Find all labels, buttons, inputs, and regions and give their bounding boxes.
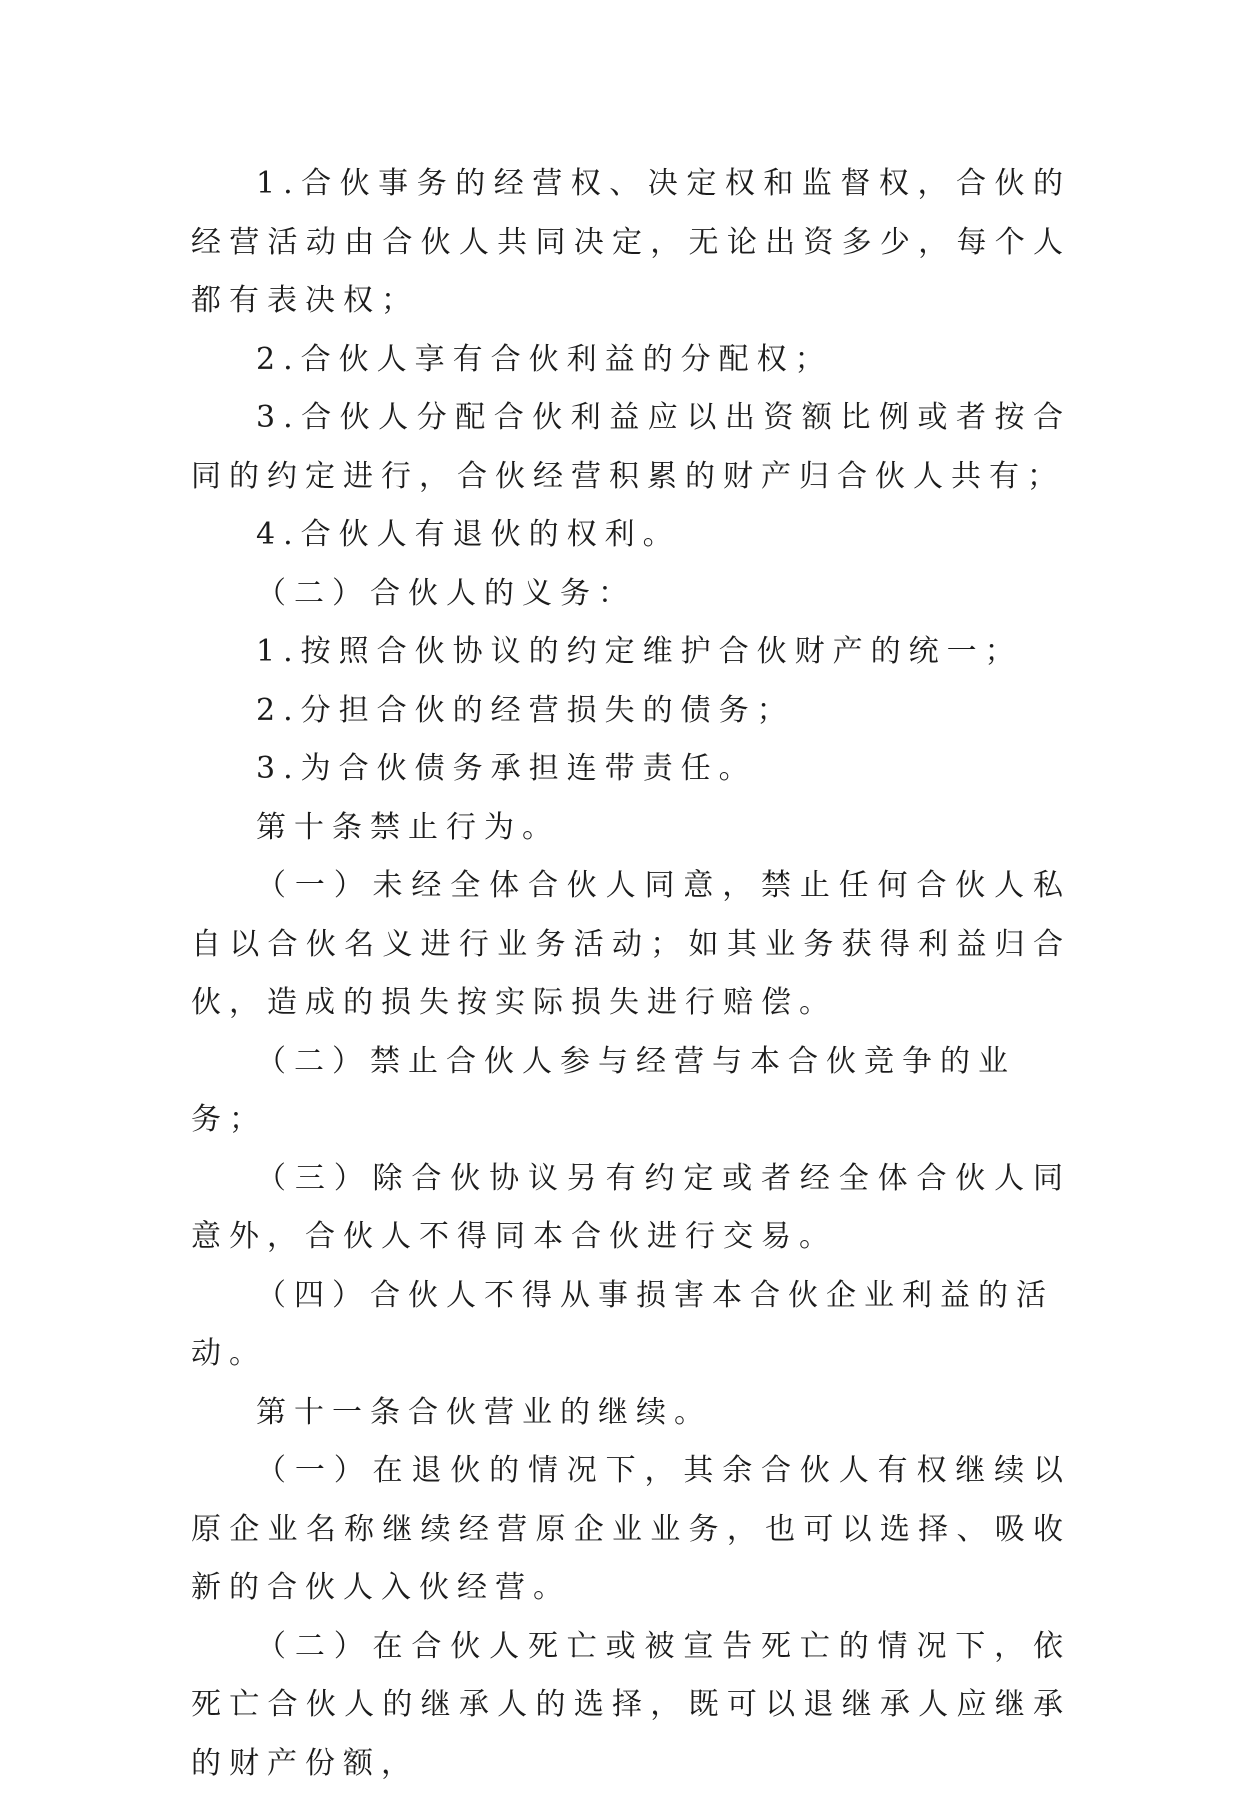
paragraph-partner-rights-4: 4.合伙人有退伙的权利。 xyxy=(191,506,1071,565)
paragraph-obligation-2: 2.分担合伙的经营损失的债务； xyxy=(191,682,1071,741)
paragraph-prohibition-1: （一）未经全体合伙人同意，禁止任何合伙人私自以合伙名义进行业务活动；如其业务获得利益归合伙，造成的损失按实际损失进行赔偿。 xyxy=(191,857,1071,1033)
paragraph-obligation-3: 3.为合伙债务承担连带责任。 xyxy=(191,740,1071,799)
paragraph-prohibition-2: （二）禁止合伙人参与经营与本合伙竞争的业务； xyxy=(191,1033,1071,1150)
document-body xyxy=(191,155,1071,1793)
article-heading-11: 第十一条合伙营业的继续。 xyxy=(191,1384,1071,1443)
paragraph-prohibition-4: （四）合伙人不得从事损害本合伙企业利益的活动。 xyxy=(191,1267,1071,1384)
paragraph-continuation-2: （二）在合伙人死亡或被宣告死亡的情况下，依死亡合伙人的继承人的选择，既可以退继承人应继承的财产份额， xyxy=(191,1618,1071,1793)
paragraph-continuation-1: （一）在退伙的情况下，其余合伙人有权继续以原企业名称继续经营原企业业务，也可以选择、吸收新的合伙人入伙经营。 xyxy=(191,1442,1071,1618)
paragraph-partner-rights-1: 1.合伙事务的经营权、决定权和监督权，合伙的经营活动由合伙人共同决定，无论出资多少，每个人都有表决权； xyxy=(191,155,1071,331)
paragraph-prohibition-3: （三）除合伙协议另有约定或者经全体合伙人同意外，合伙人不得同本合伙进行交易。 xyxy=(191,1150,1071,1267)
paragraph-partner-rights-3: 3.合伙人分配合伙利益应以出资额比例或者按合同的约定进行，合伙经营积累的财产归合伙人共有； xyxy=(191,389,1071,506)
paragraph-partner-rights-2: 2.合伙人享有合伙利益的分配权； xyxy=(191,331,1071,390)
section-heading-obligations: （二）合伙人的义务： xyxy=(191,565,1071,624)
article-heading-10: 第十条禁止行为。 xyxy=(191,799,1071,858)
paragraph-obligation-1: 1.按照合伙协议的约定维护合伙财产的统一； xyxy=(191,623,1071,682)
